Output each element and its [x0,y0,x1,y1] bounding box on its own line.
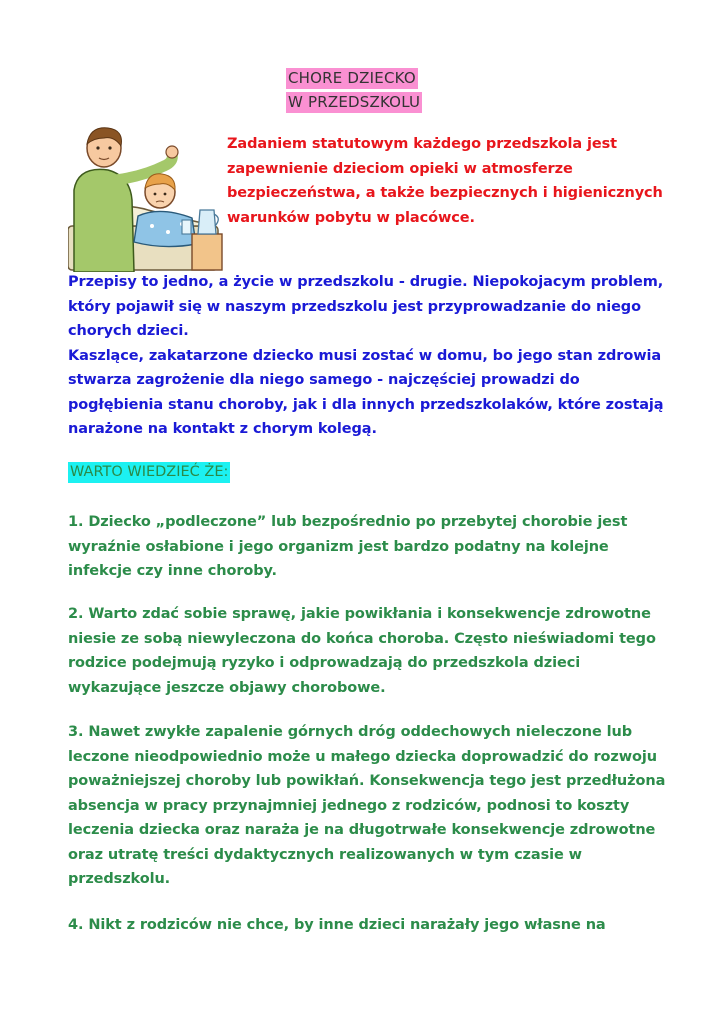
intro-paragraph: Zadaniem statutowym każdego przedszkola jest zapewnienie dzieciom opieki w atmosferze bezpieczeństwa, a także bezpiecznych i higienicznych warunków pobytu w placówce. [227,136,663,226]
point-3: 3. Nawet zwykłe zapalenie górnych dróg oddechowych nieleczone lub leczone nieodpowiednio może u małego dziecka doprowadzić do rozwoju poważniejszej choroby lub powikłań. Konsekwencja tego jest przedłużona absencja w pracy przynajmniej jednego z rodziców, podnosi to koszty leczenia dziecka oraz naraża je na długotrwałe konsekwencje zdrowotne oraz utratę treści dydaktycznych realizowanych w tym czasie w przedszkolu. [68,724,666,887]
point-4: 4. Nikt z rodziców nie chce, by inne dzieci narażały jego własne na [68,917,606,933]
sick-child-illustration [68,126,224,272]
section-heading: WARTO WIEDZIEĆ ŻE: [68,462,230,483]
blue-paragraph-2: Kaszlące, zakatarzone dziecko musi zostać w domu, bo jego stan zdrowia stwarza zagrożenie dla niego samego - najczęściej prowadzi do pogłębienia stanu choroby, jak i dla innych przedszkolaków, które zostają narażone na kontakt z chorym kolegą. [68,347,664,437]
page-title [286,68,422,113]
blue-text-block [68,270,668,442]
point-1: 1. Dziecko „podleczone” lub bezpośrednio po przebytej chorobie jest wyraźnie osłabione i jego organizm jest bardzo podatny na kolejne infekcje czy inne choroby. [68,514,628,579]
title-line-1: CHORE DZIECKO [288,69,416,87]
title-line-2: W PRZEDSZKOLU [288,93,421,111]
blue-paragraph-1: Przepisy to jedno, a życie w przedszkolu - drugie. Niepokojacym problem, który pojawił się w naszym przedszkolu jest przyprowadzanie do niego chorych dzieci. [68,274,664,339]
point-2: 2. Warto zdać sobie sprawę, jakie powikłania i konsekwencje zdrowotne niesie ze sobą niewyleczona do końca choroba. Często nieświadomi tego rodzice podejmują ryzyko i odprowadzają do przedszkola dzieci wykazujące jeszcze objawy chorobowe. [68,606,656,696]
